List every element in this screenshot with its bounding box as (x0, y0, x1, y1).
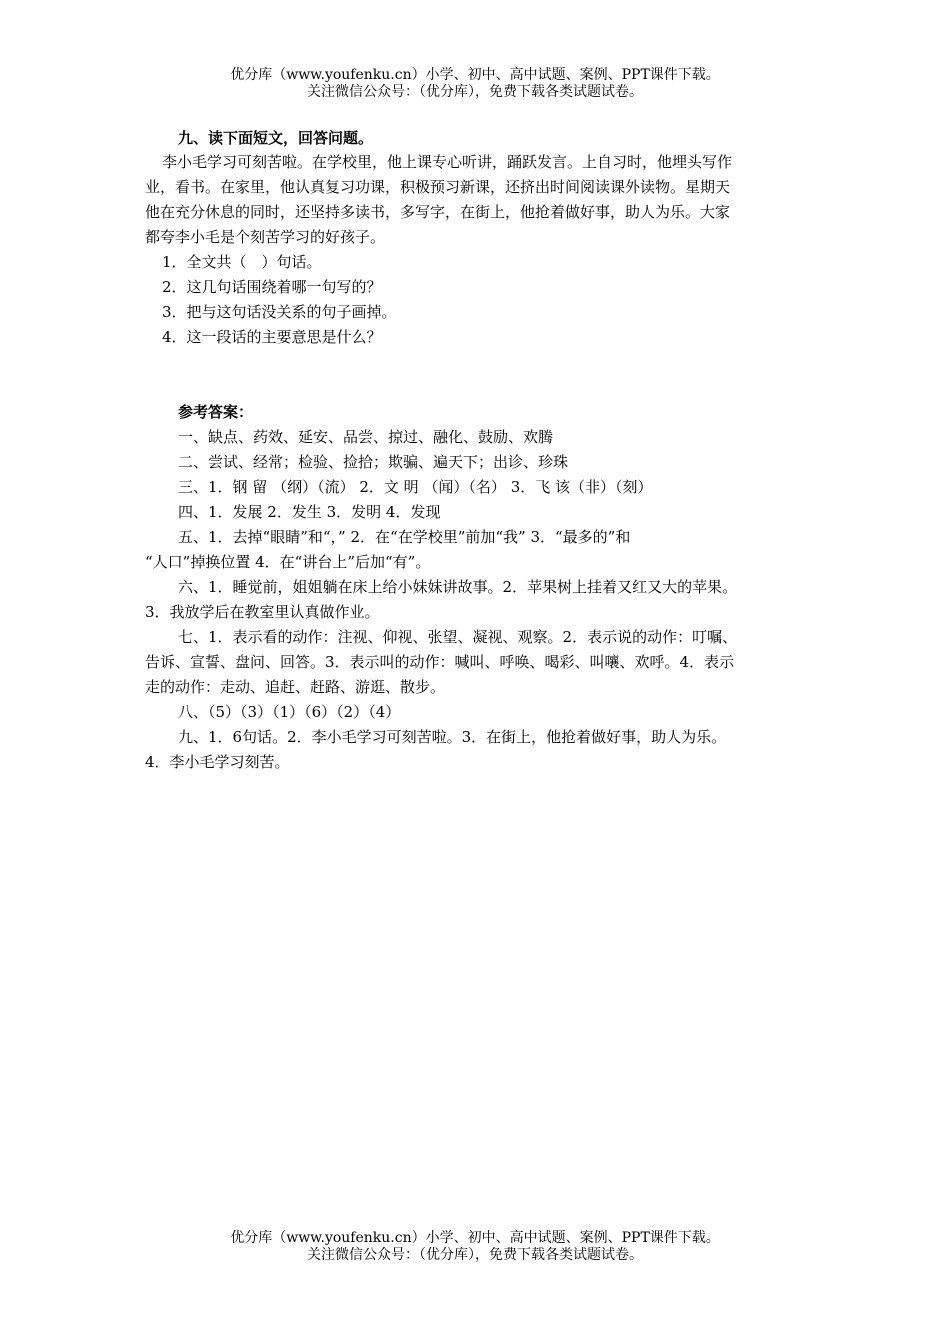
answer-line: 3．我放学后在教室里认真做作业。 (145, 603, 380, 621)
answer-line: 五、1．去掉“眼睛”和“，” 2．在“在学校里”前加“我” 3．“最多的”和 (178, 528, 631, 546)
answer-line: 三、1．钢 留 （纲）（流） 2．文 明 （闻）（名） 3．飞 该（非）（刻） (178, 478, 653, 496)
passage-line: 业，看书。在家里，他认真复习功课，积极预习新课，还挤出时间阅读课外读物。星期天 (145, 178, 731, 196)
answer-line: 4．李小毛学习刻苦。 (145, 753, 290, 771)
answer-line: 四、1．发展 2．发生 3．发明 4．发现 (178, 503, 441, 521)
page-header (0, 67, 950, 101)
answers-title: 参考答案： (178, 403, 254, 421)
answer-line: 一、缺点、药效、延安、品尝、掠过、融化、鼓励、欢腾 (178, 428, 554, 446)
question-item: 2．这几句话围绕着哪一句写的？ (162, 278, 382, 296)
page-footer (0, 1230, 950, 1264)
header-line-1: 优分库（www.youfenku.cn）小学、初中、高中试题、案例、PPT课件下载。 (230, 67, 720, 83)
answer-line: 六、1．睡觉前，姐姐躺在床上给小妹妹讲故事。2．苹果树上挂着又红又大的苹果。 (178, 578, 738, 596)
section-9-title: 九、读下面短文，回答问题。 (178, 129, 374, 147)
passage-line: 都夸李小毛是个刻苦学习的好孩子。 (145, 228, 386, 246)
passage-line: 李小毛学习可刻苦啦。在学校里，他上课专心听讲，踊跃发言。上自习时，他埋头写作 (162, 153, 733, 171)
passage-line: 他在充分休息的同时，还坚持多读书，多写字，在街上，他抢着做好事，助人为乐。大家 (145, 203, 731, 221)
answer-line: 八、（5）（3）（1）（6）（2）（4） (178, 703, 401, 721)
footer-line-1: 优分库（www.youfenku.cn）小学、初中、高中试题、案例、PPT课件下载。 (230, 1230, 720, 1246)
question-item: 1．全文共（ ）句话。 (162, 253, 322, 271)
answer-line: 九、1．6句话。2．李小毛学习可刻苦啦。3．在街上，他抢着做好事，助人为乐。 (178, 728, 727, 746)
answer-line: 七、1．表示看的动作：注视、仰视、张望、凝视、观察。2．表示说的动作：叮嘱、 (178, 628, 738, 646)
header-line-2: 关注微信公众号：（优分库），免费下载各类试题试卷。 (307, 84, 643, 100)
answer-line: 二、尝试、经常；检验、捡拾；欺骗、遍天下；出诊、珍珠 (178, 453, 569, 471)
question-item: 3．把与这句话没关系的句子画掉。 (162, 303, 397, 321)
answer-line: 告诉、宣誓、盘问、回答。3．表示叫的动作：喊叫、呼唤、喝彩、叫嚷、欢呼。4．表示 (145, 653, 735, 671)
footer-line-2: 关注微信公众号：（优分库），免费下载各类试题试卷。 (307, 1247, 643, 1263)
answer-line: “人口”掉换位置 4．在“讲台上”后加“有”。 (145, 553, 431, 571)
question-item: 4．这一段话的主要意思是什么？ (162, 328, 382, 346)
answer-line: 走的动作：走动、追赶、赶路、游逛、散步。 (145, 678, 446, 696)
